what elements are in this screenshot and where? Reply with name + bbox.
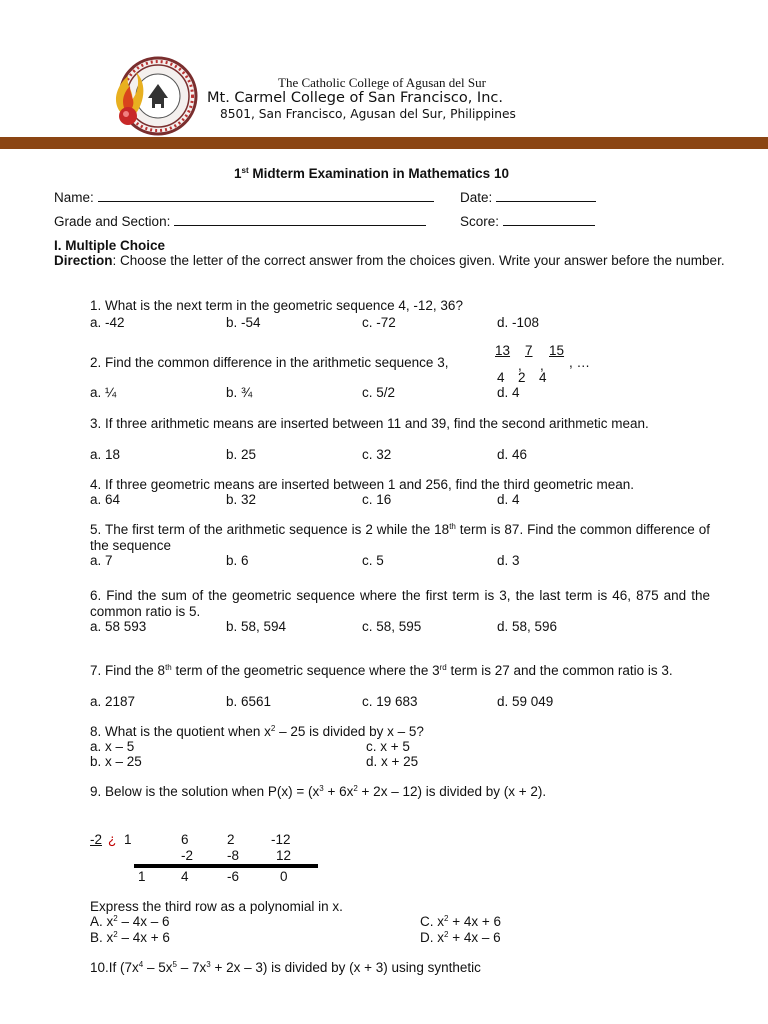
synth-row1-c3: 2 <box>227 832 235 847</box>
question-6: 6. Find the sum of the geometric sequence where the first term is 3, the last term is 46, 875 and the common ratio is 5. <box>90 588 710 619</box>
q2-ellipsis: , … <box>569 355 591 370</box>
header-divider-bar <box>0 137 768 149</box>
q9-choice-a: A. $x^2 - 4x - 6$ <box>90 914 170 929</box>
q8-choice-d: d. x + 25 <box>366 754 419 769</box>
q5-choice-a: a. 7 <box>90 553 113 568</box>
question-1: 1. What is the next term in the geometric sequence 4, -12, 36? <box>90 298 463 313</box>
q1-choice-d: d. -108 <box>497 315 540 330</box>
synth-row2-c2: -2 <box>181 848 194 863</box>
q9-choice-d: D. $x^2 + 4x - 6$ <box>420 930 501 945</box>
q4-choice-b: b. 32 <box>226 492 257 507</box>
q2-comma: , <box>540 358 544 373</box>
college-seal-logo <box>104 54 200 138</box>
question-4: 4. If three geometric means are inserted between 1 and 256, find the third geometric mean. <box>90 477 635 492</box>
synth-row1-c4: -12 <box>271 832 291 847</box>
q1-choice-a: a. -42 <box>90 315 125 330</box>
synth-row2-c4: 12 <box>276 848 292 863</box>
q2-fraction-2-num: 7 <box>525 343 533 358</box>
q2-choice-c: c. 5/2 <box>362 385 396 400</box>
question-5: 5. The first term of the arithmetic sequence is 2 while the 18th term is 87. Find the common difference of the sequence <box>90 522 710 553</box>
q6-choice-d: d. 58, 596 <box>497 619 558 634</box>
name-field[interactable]: Name: <box>54 190 434 205</box>
q3-choice-b: b. 25 <box>226 447 257 462</box>
synth-row1-c2: 6 <box>181 832 189 847</box>
exam-title: 1st Midterm Examination in Mathematics 10 <box>234 166 509 181</box>
q7-choice-a: a. 2187 <box>90 694 136 709</box>
q8-choice-c: c. x + 5 <box>366 739 410 754</box>
q2-fraction-3-num: 15 <box>549 343 565 358</box>
synthetic-divisor: -2 <box>90 832 103 847</box>
q4-choice-c: c. 16 <box>362 492 392 507</box>
synthetic-division-rule <box>134 864 318 868</box>
section-title: I. Multiple Choice <box>54 238 166 253</box>
synth-row2-c3: -8 <box>227 848 240 863</box>
q9-choice-b: B. $x^2 - 4x + 6$ <box>90 930 170 945</box>
q8-choice-b: b. x – 25 <box>90 754 142 769</box>
date-field[interactable]: Date: <box>460 190 596 205</box>
synth-row3-c4: 0 <box>280 869 288 884</box>
question-10: 10.If $(7x^4 - 5x^5 - 7x^3 + 2x - 3)$ is divided by (x + 3) using synthetic <box>90 960 481 975</box>
q2-fraction-1-den: 4 <box>497 370 505 385</box>
q2-fraction-2-den: 2 <box>518 370 526 385</box>
q3-choice-d: d. 46 <box>497 447 528 462</box>
grade-section-field[interactable]: Grade and Section: <box>54 214 426 229</box>
q6-choice-a: a. 58 593 <box>90 619 147 634</box>
q1-choice-b: b. -54 <box>226 315 261 330</box>
header-college-name: Mt. Carmel College of San Francisco, Inc. <box>207 90 503 106</box>
q3-choice-c: c. 32 <box>362 447 392 462</box>
q6-choice-c: c. 58, 595 <box>362 619 422 634</box>
q3-choice-a: a. 18 <box>90 447 121 462</box>
q2-choice-d: d. 4 <box>497 385 520 400</box>
q9-choice-c: C. $x^2 + 4x + 6$ <box>420 914 502 929</box>
score-field[interactable]: Score: <box>460 214 595 229</box>
question-8: 8. What is the quotient when $x^2 - 25$ is divided by x – 5? <box>90 724 424 739</box>
synth-row3-c2: 4 <box>181 869 189 884</box>
q5-choice-b: b. 6 <box>226 553 249 568</box>
synth-row3-c3: -6 <box>227 869 240 884</box>
synth-row3-c1: 1 <box>138 869 146 884</box>
q1-choice-c: c. -72 <box>362 315 396 330</box>
q2-fraction-1-num: 13 <box>495 343 511 358</box>
q4-choice-d: d. 4 <box>497 492 520 507</box>
synthetic-mark: ¿ <box>108 832 117 847</box>
q9-prompt: Express the third row as a polynomial in x. <box>90 899 343 914</box>
q8-choice-a: a. x – 5 <box>90 739 135 754</box>
question-2: 2. Find the common difference in the arithmetic sequence 3, <box>90 355 449 370</box>
q6-choice-b: b. 58, 594 <box>226 619 287 634</box>
header-college-tagline: The Catholic College of Agusan del Sur <box>278 75 486 90</box>
q5-choice-d: d. 3 <box>497 553 520 568</box>
q7-choice-d: d. 59 049 <box>497 694 554 709</box>
q2-choice-a: a. ¼ <box>90 385 117 400</box>
question-7: 7. Find the 8th term of the geometric sequence where the 3rd term is 27 and the common ratio is 3. <box>90 663 673 678</box>
question-3: 3. If three arithmetic means are inserted between 11 and 39, find the second arithmetic mean. <box>90 416 649 431</box>
q2-choice-b: b. ¾ <box>226 385 253 400</box>
q5-choice-c: c. 5 <box>362 553 384 568</box>
q2-fraction-3-den: 4 <box>539 370 547 385</box>
question-9: 9. Below is the solution when $P(x) = (x^3 + 6x^2 + 2x - 12)$ is divided by (x + 2). <box>90 784 547 799</box>
q4-choice-a: a. 64 <box>90 492 121 507</box>
q7-choice-b: b. 6561 <box>226 694 272 709</box>
directions: Direction: Choose the letter of the correct answer from the choices given. Write your answer before the number. <box>54 253 725 268</box>
q2-comma: , <box>518 358 522 373</box>
q7-choice-c: c. 19 683 <box>362 694 418 709</box>
synth-row1-c1: 1 <box>124 832 132 847</box>
header-address: 8501, San Francisco, Agusan del Sur, Philippines <box>220 107 516 121</box>
